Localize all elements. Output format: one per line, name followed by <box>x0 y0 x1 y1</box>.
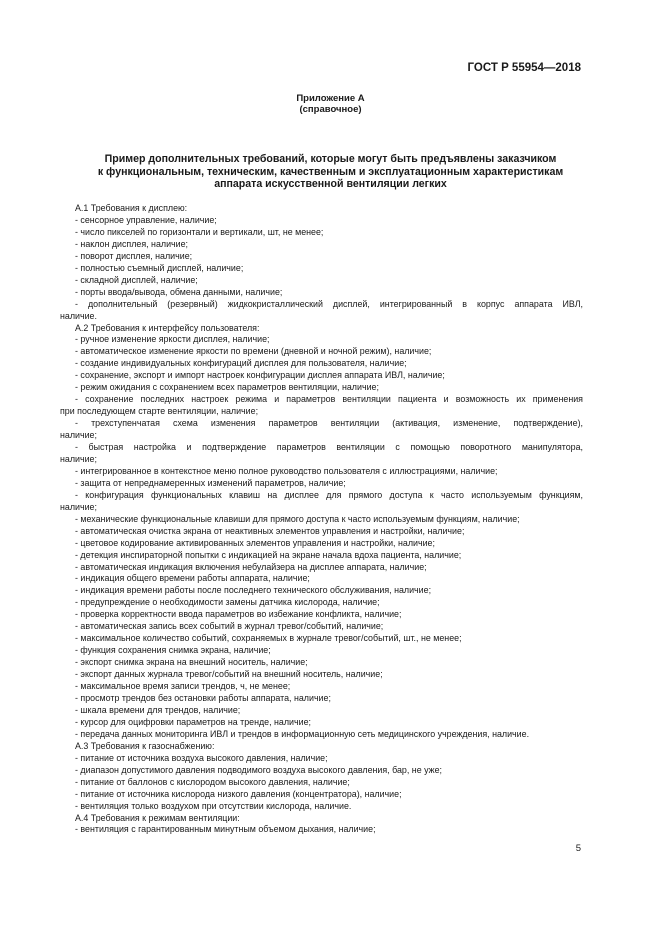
requirement-line: - максимальное время записи трендов, ч, не менее; <box>75 681 291 692</box>
requirement-line: - индикация общего времени работы аппарата, наличие; <box>75 573 310 584</box>
section-heading: А.2 Требования к интерфейсу пользователя: <box>75 322 260 333</box>
requirement-line: - ручное изменение яркости дисплея, наличие; <box>75 334 270 345</box>
requirement-line: - предупреждение о необходимости замены датчика кислорода, наличие; <box>75 597 380 608</box>
requirement-line: - вентиляция с гарантированным минутным объемом дыхания, наличие; <box>75 824 376 835</box>
requirement-line: при последующем старте вентиляции, наличие; <box>60 406 259 417</box>
requirement-line: - порты ввода/вывода, обмена данными, наличие; <box>75 286 283 297</box>
requirement-line: - наклон дисплея, наличие; <box>75 238 189 249</box>
requirement-line: - автоматическая запись всех событий в журнал тревог/событий, наличие; <box>75 621 384 632</box>
requirement-line: - цветовое кодирование активированных элементов управления и настройки, наличие; <box>75 537 435 548</box>
requirement-line: - защита от непреднамеренных изменений параметров, наличие; <box>75 477 346 488</box>
title-line: к функциональным, техническим, качественным и эксплуатационным характеристикам <box>97 165 564 178</box>
requirement-line: - автоматическая очистка экрана от неактивных элементов управления и настройки, наличие; <box>75 525 465 536</box>
requirement-line: - конфигурация функциональных клавиш на дисплее для прямого доступа к часто используемым функциям, <box>75 489 583 500</box>
requirement-line: - быстрая настройка и подтверждение параметров вентиляции с помощью поворотного манипулятора, <box>75 442 583 453</box>
appendix-label: Приложение А <box>296 93 365 104</box>
requirement-line: наличие; <box>60 501 97 512</box>
requirement-line: - просмотр трендов без остановки работы аппарата, наличие; <box>75 693 331 703</box>
requirement-line: - диапазон допустимого давления подводимого воздуха высокого давления, бар, не уже; <box>75 764 442 775</box>
requirement-line: - число пикселей по горизонтали и вертикали, шт, не менее; <box>75 226 324 237</box>
requirement-line: - экспорт снимка экрана на внешний носитель, наличие; <box>75 657 308 668</box>
requirement-line: - максимальное количество событий, сохраняемых в журнале тревог/событий, шт., не менее; <box>75 633 462 644</box>
requirement-line: - механические функциональные клавиши для прямого доступа к часто используемым функциям, наличие; <box>75 513 520 524</box>
section-heading: А.1 Требования к дисплею: <box>75 203 188 213</box>
requirement-line: - детекция инспираторной попытки с индикацией на экране начала вдоха пациента, наличие; <box>75 549 462 560</box>
requirement-line: - интегрированное в контекстное меню полное руководство пользователя с иллюстрациями, наличие; <box>75 465 498 476</box>
standard-designation: ГОСТ Р 55954—2018 <box>467 62 581 74</box>
requirement-line: - автоматическое изменение яркости по времени (дневной и ночной режим), наличие; <box>75 346 432 357</box>
page-number: 5 <box>575 843 581 854</box>
requirement-line: - проверка корректности ввода параметров во избежание конфликта, наличие; <box>75 609 402 620</box>
requirement-line: - вентиляция только воздухом при отсутствии кислорода, наличие. <box>75 800 352 811</box>
requirement-line: - передача данных мониторинга ИВЛ и трендов в информационную сеть медицинского учреждения, наличие. <box>75 728 530 739</box>
requirement-line: - режим ожидания с сохранением всех параметров вентиляции, наличие; <box>75 382 379 393</box>
requirement-line: - полностью съемный дисплей, наличие; <box>75 262 244 273</box>
requirement-line: - функция сохранения снимка экрана, наличие; <box>75 645 271 656</box>
requirement-line: - индикация времени работы после последнего технического обслуживания, наличие; <box>75 585 432 596</box>
requirement-line: наличие. <box>60 310 97 321</box>
requirement-line: - складной дисплей, наличие; <box>75 274 198 285</box>
title-line: Пример дополнительных требований, которые могут быть предъявлены заказчиком <box>104 153 557 165</box>
requirement-line: - автоматическая индикация включения небулайзера на дисплее аппарата, наличие; <box>75 561 427 572</box>
requirement-line: - создание индивидуальных конфигураций дисплея для пользователя, наличие; <box>75 358 407 369</box>
requirement-line: - сенсорное управление, наличие; <box>75 214 217 225</box>
title-line: аппарата искусственной вентиляции легких <box>214 178 447 190</box>
section-heading: А.3 Требования к газоснабжению: <box>75 740 215 751</box>
requirement-line: - курсор для оцифровки параметров на тренде, наличие; <box>75 716 311 727</box>
requirement-line: - экспорт данных журнала тревог/событий на внешний носитель, наличие; <box>75 669 383 680</box>
requirement-line: - трехступенчатая схема изменения параметров вентиляции (активация, изменение, подтверждение), <box>75 418 583 429</box>
requirement-line: - сохранение последних настроек режима и параметров вентиляции пациента и возможность их применения <box>75 394 583 405</box>
requirement-line: - питание от источника воздуха высокого давления, наличие; <box>75 752 328 763</box>
requirement-line: наличие; <box>60 430 97 441</box>
requirement-line: - дополнительный (резервный) жидкокристаллический дисплей, интегрированный в корпус аппарата ИВЛ, <box>75 298 583 309</box>
requirement-line: - сохранение, экспорт и импорт настроек конфигурации дисплея аппарата ИВЛ, наличие; <box>75 370 445 381</box>
appendix-type: (справочное) <box>299 104 362 115</box>
requirement-line: - питание от баллонов с кислородом высокого давления, наличие; <box>75 776 350 787</box>
appendix-title <box>60 153 601 191</box>
requirements-body <box>60 203 583 836</box>
requirement-line: - шкала времени для трендов, наличие; <box>75 704 241 715</box>
requirement-line: наличие; <box>60 453 97 464</box>
requirement-line: - поворот дисплея, наличие; <box>75 250 193 261</box>
requirement-line: - питание от источника кислорода низкого давления (концентратора), наличие; <box>75 788 402 799</box>
section-heading: А.4 Требования к режимам вентиляции: <box>75 812 240 823</box>
